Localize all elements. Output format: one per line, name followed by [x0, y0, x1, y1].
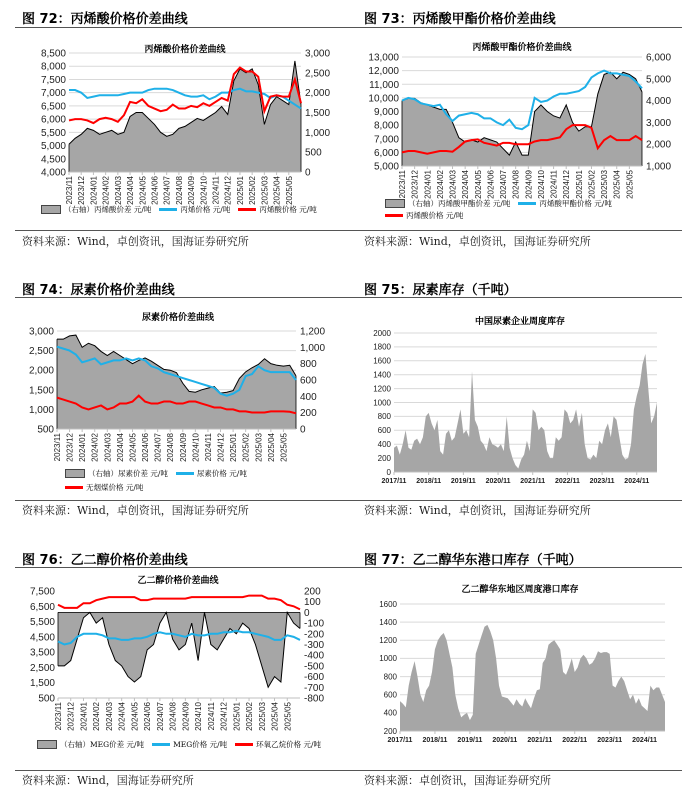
left-axis-tick-label: 6,500 — [29, 601, 55, 613]
left-axis-tick-label: 1000 — [373, 398, 391, 408]
x-axis-tick-label: 2024/07 — [155, 702, 165, 731]
legend-label: 丙烯酸价格 元/吨 — [259, 205, 317, 214]
left-axis-tick-label: 6,000 — [40, 114, 66, 126]
legend-item — [41, 204, 151, 215]
left-axis-tick-label: 1600 — [373, 356, 391, 366]
chart-75-title: 中国尿素企业周度库存 — [474, 317, 566, 327]
title-rule — [15, 297, 350, 298]
x-axis-tick-label: 2024/11 — [624, 478, 650, 485]
x-axis-tick-label: 2024/02 — [101, 176, 111, 205]
legend-line-swatch — [238, 208, 256, 211]
x-axis-tick-label: 2024/03 — [104, 702, 114, 731]
chart-76-title: 乙二醇价格价差曲线 — [137, 576, 219, 586]
x-axis-tick-label: 2024/09 — [187, 176, 197, 205]
legend-line-swatch — [385, 214, 403, 217]
chart-76-legend — [37, 739, 329, 750]
chart-74-legend-row-1 — [65, 468, 255, 479]
x-axis-tick-label: 2025/02 — [241, 433, 251, 462]
x-axis-tick-label: 2017/11 — [387, 737, 413, 744]
series-area — [400, 625, 665, 731]
x-axis-tick-label: 2024/03 — [103, 433, 113, 462]
left-axis-tick-label: 3,500 — [29, 647, 55, 659]
x-axis-tick-label: 2025/02 — [587, 170, 597, 199]
x-axis-tick-label: 2025/05 — [279, 433, 289, 462]
left-axis-tick-label: 6,000 — [373, 147, 399, 159]
chart-73-title: 丙烯酸甲酯价格价差曲线 — [472, 43, 572, 53]
figure-77-title: 图 77：乙二醇华东港口库存（千吨） — [364, 553, 582, 568]
right-axis-tick-label: -100 — [304, 618, 325, 630]
right-axis-tick-label: 2,500 — [305, 68, 331, 80]
chart-77-source: 资料来源：卓创资讯，国海证券研究所 — [364, 774, 551, 787]
left-axis-tick-label: 6,500 — [40, 101, 66, 113]
x-axis-tick-label: 2025/04 — [266, 433, 276, 462]
x-axis-tick-label: 2025/02 — [245, 702, 255, 731]
right-axis-tick-label: 3,000 — [305, 48, 331, 60]
legend-label: （右轴）丙烯酸甲酯价差 元/吨 — [408, 199, 511, 208]
left-axis-tick-label: 800 — [383, 672, 397, 682]
legend-line-swatch — [176, 472, 194, 475]
x-axis-tick-label: 2024/03 — [448, 170, 458, 199]
x-axis-tick-label: 2025/04 — [272, 176, 282, 205]
x-axis-tick-label: 2024/05 — [128, 433, 138, 462]
chart-76-source: 资料来源：Wind，国海证券研究所 — [22, 774, 194, 787]
x-axis-tick-label: 2024/11 — [203, 433, 213, 462]
x-axis-tick-label: 2024/04 — [115, 433, 125, 462]
figure-74-title: 图 74：尿素价格价差曲线 — [22, 283, 175, 298]
left-axis-tick-label: 8,000 — [40, 61, 66, 73]
left-axis-tick-label: 1,000 — [28, 404, 54, 416]
x-axis-tick-label: 2024/01 — [423, 170, 433, 199]
x-axis-tick-label: 2024/08 — [174, 176, 184, 205]
x-axis-tick-label: 2025/03 — [254, 433, 264, 462]
chart-73-legend-row-2 — [385, 210, 471, 221]
right-axis-tick-label: -600 — [304, 672, 325, 684]
right-axis-tick-label: 800 — [300, 359, 317, 371]
x-axis-tick-label: 2025/05 — [283, 702, 293, 731]
source-rule — [15, 500, 350, 501]
right-axis-tick-label: 1,200 — [300, 326, 326, 338]
x-axis-tick-label: 2024/06 — [143, 702, 153, 731]
chart-72-legend — [41, 204, 325, 215]
left-axis-tick-label: 7,000 — [373, 134, 399, 146]
right-axis-tick-label: 200 — [304, 586, 321, 598]
x-axis-tick-label: 2024/11 — [206, 702, 216, 731]
right-axis-tick-label: 600 — [300, 375, 317, 387]
x-axis-tick-label: 2024/06 — [141, 433, 151, 462]
source-rule — [350, 230, 682, 231]
left-axis-tick-label: 200 — [377, 453, 391, 463]
left-axis-tick-label: 11,000 — [369, 79, 399, 91]
right-axis-tick-label: -300 — [304, 640, 325, 651]
x-axis-tick-label: 2021/11 — [520, 478, 546, 485]
x-axis-tick-label: 2025/03 — [260, 176, 270, 205]
x-axis-tick-label: 2024/10 — [199, 176, 209, 205]
series-area — [57, 335, 296, 429]
left-axis-tick-label: 1800 — [373, 342, 391, 352]
right-axis-tick-label: 1,000 — [305, 127, 331, 139]
legend-line-swatch — [159, 208, 177, 211]
right-axis-tick-label: 1,000 — [300, 342, 326, 354]
left-axis-tick-label: 9,000 — [373, 107, 399, 118]
legend-label: （右轴）丙烯酸价差 元/吨 — [64, 205, 152, 214]
x-axis-tick-label: 2024/09 — [524, 170, 534, 199]
chart-75-source: 资料来源：Wind，卓创资讯，国海证券研究所 — [364, 504, 591, 517]
right-axis-tick-label: -400 — [304, 650, 325, 662]
x-axis-tick-label: 2023/11 — [597, 737, 623, 744]
legend-area-swatch — [65, 469, 85, 478]
x-axis-tick-label: 2019/11 — [450, 478, 476, 485]
x-axis-tick-label: 2018/11 — [416, 478, 442, 485]
legend-label: 环氧乙烷价格 元/吨 — [256, 740, 322, 749]
x-axis-tick-label: 2023/11 — [54, 702, 63, 731]
right-axis-tick-label: -200 — [304, 629, 325, 641]
right-axis-tick-label: 0 — [304, 607, 310, 619]
right-axis-tick-label: 500 — [305, 147, 322, 159]
left-axis-tick-label: 4,000 — [40, 167, 66, 179]
x-axis-tick-label: 2024/08 — [166, 433, 176, 462]
legend-item — [235, 739, 321, 750]
left-axis-tick-label: 1200 — [373, 384, 391, 394]
x-axis-tick-label: 2025/04 — [612, 170, 622, 199]
left-axis-tick-label: 5,000 — [40, 141, 66, 153]
x-axis-tick-label: 2024/02 — [435, 170, 445, 199]
left-axis-tick-label: 500 — [37, 424, 54, 436]
figure-72-title: 图 72：丙烯酸价格价差曲线 — [22, 12, 188, 27]
x-axis-tick-label: 2019/11 — [457, 737, 483, 744]
x-axis-tick-label: 2024/05 — [138, 176, 148, 205]
left-axis-tick-label: 200 — [383, 726, 397, 736]
left-axis-tick-label: 13,000 — [368, 52, 399, 64]
x-axis-tick-label: 2024/05 — [130, 702, 140, 731]
right-axis-tick-label: 4,000 — [646, 96, 672, 108]
x-axis-tick-label: 2017/11 — [381, 478, 407, 485]
left-axis-tick-label: 5,500 — [29, 617, 55, 629]
legend-item — [37, 739, 144, 750]
x-axis-tick-label: 2025/04 — [270, 702, 280, 731]
right-axis-tick-label: 200 — [300, 408, 317, 420]
right-axis-tick-label: 6,000 — [646, 52, 672, 64]
chart-74-legend-row-2 — [65, 482, 151, 493]
x-axis-tick-label: 2024/11 — [549, 170, 559, 199]
right-axis-tick-label: 1,500 — [305, 108, 331, 119]
left-axis-tick-label: 4,500 — [29, 632, 55, 644]
legend-label: （右轴）MEG价差 元/吨 — [60, 740, 145, 749]
legend-label: 无烟煤价格 元/吨 — [86, 483, 144, 492]
legend-label: 尿素价格 元/吨 — [196, 469, 247, 478]
x-axis-tick-label: 2025/01 — [235, 176, 245, 205]
x-axis-tick-label: 2024/10 — [194, 702, 204, 731]
x-axis-tick-label: 2025/01 — [232, 702, 242, 731]
x-axis-tick-label: 2025/01 — [574, 170, 584, 199]
x-axis-tick-label: 2024/12 — [223, 176, 233, 205]
source-rule — [15, 230, 350, 231]
legend-item — [385, 198, 510, 209]
title-rule — [350, 27, 682, 28]
right-axis-tick-label: -700 — [304, 682, 325, 694]
source-rule — [15, 770, 350, 771]
chart-77-title: 乙二醇华东地区周度港口库存 — [461, 585, 579, 595]
x-axis-tick-label: 2024/02 — [92, 702, 102, 731]
figure-75-title: 图 75：尿素库存（千吨） — [364, 283, 517, 298]
series-line — [58, 596, 300, 610]
left-axis-tick-label: 1200 — [379, 636, 397, 646]
legend-line-swatch — [518, 202, 536, 205]
chart-72-source: 资料来源：Wind，卓创资讯，国海证券研究所 — [22, 235, 249, 248]
figure-73-title: 图 73：丙烯酸甲酯价格价差曲线 — [364, 12, 556, 27]
legend-area-swatch — [37, 740, 57, 749]
left-axis-tick-label: 0 — [386, 467, 391, 477]
x-axis-tick-label: 2024/09 — [178, 433, 188, 462]
chart-73-legend-row-1 — [385, 198, 620, 209]
series-area — [394, 354, 657, 472]
x-axis-tick-label: 2024/11 — [211, 176, 221, 205]
x-axis-tick-label: 2025/02 — [248, 176, 258, 205]
series-area — [69, 61, 301, 172]
left-axis-tick-label: 7,000 — [40, 88, 66, 100]
x-axis-tick-label: 2023/12 — [66, 702, 76, 731]
right-axis-tick-label: 3,000 — [646, 117, 672, 129]
x-axis-tick-label: 2024/11 — [632, 737, 658, 744]
left-axis-tick-label: 2000 — [373, 328, 391, 338]
left-axis-tick-label: 5,500 — [40, 127, 66, 139]
legend-item — [65, 468, 168, 479]
x-axis-tick-label: 2018/11 — [422, 737, 448, 744]
left-axis-tick-label: 2,000 — [28, 365, 54, 377]
title-rule — [350, 567, 682, 568]
left-axis-tick-label: 1,500 — [28, 385, 54, 397]
left-axis-tick-label: 8,000 — [373, 120, 399, 132]
x-axis-tick-label: 2023/11 — [65, 176, 74, 205]
x-axis-tick-label: 2023/11 — [589, 478, 615, 485]
source-rule — [350, 500, 682, 501]
x-axis-tick-label: 2024/10 — [536, 170, 546, 199]
x-axis-tick-label: 2024/09 — [181, 702, 191, 731]
right-axis-tick-label: 5,000 — [646, 74, 672, 86]
chart-73-source: 资料来源：Wind，卓创资讯，国海证券研究所 — [364, 235, 591, 248]
x-axis-tick-label: 2023/11 — [398, 170, 407, 199]
left-axis-tick-label: 500 — [38, 693, 55, 705]
x-axis-tick-label: 2024/07 — [499, 169, 509, 199]
x-axis-tick-label: 2023/12 — [65, 433, 75, 462]
left-axis-tick-label: 1400 — [379, 617, 397, 627]
legend-label: 丙烯酸价格 元/吨 — [406, 211, 464, 220]
legend-label: 丙烯酸甲酯价格 元/吨 — [539, 199, 612, 208]
x-axis-tick-label: 2024/01 — [79, 702, 89, 731]
right-axis-tick-label: 2,000 — [305, 88, 331, 100]
legend-item — [176, 468, 247, 479]
x-axis-tick-label: 2023/12 — [77, 176, 87, 205]
left-axis-tick-label: 400 — [377, 440, 391, 449]
legend-label: （右轴）尿素价差 元/吨 — [88, 469, 168, 478]
x-axis-tick-label: 2024/02 — [90, 433, 100, 462]
x-axis-tick-label: 2024/05 — [473, 170, 483, 199]
left-axis-tick-label: 2,500 — [29, 662, 55, 674]
right-axis-tick-label: 1,000 — [646, 161, 672, 173]
x-axis-tick-label: 2023/11 — [53, 433, 62, 462]
left-axis-tick-label: 10,000 — [368, 93, 399, 105]
x-axis-tick-label: 2024/04 — [126, 176, 136, 205]
chart-74-title: 尿素价格价差曲线 — [141, 313, 215, 323]
x-axis-tick-label: 2024/12 — [219, 702, 229, 731]
left-axis-tick-label: 4,500 — [40, 154, 66, 166]
legend-item — [385, 210, 463, 221]
x-axis-tick-label: 2025/01 — [229, 433, 239, 462]
source-rule — [350, 770, 682, 771]
x-axis-tick-label: 2023/12 — [410, 170, 420, 199]
left-axis-tick-label: 600 — [383, 690, 397, 700]
x-axis-tick-label: 2025/03 — [600, 170, 610, 199]
legend-item — [518, 198, 611, 209]
x-axis-tick-label: 2024/07 — [153, 433, 163, 462]
x-axis-tick-label: 2025/05 — [284, 176, 294, 205]
right-axis-tick-label: 0 — [305, 167, 311, 179]
x-axis-tick-label: 2024/12 — [562, 170, 572, 199]
legend-line-swatch — [152, 743, 170, 746]
legend-line-swatch — [65, 486, 83, 489]
left-axis-tick-label: 7,500 — [40, 74, 66, 86]
x-axis-tick-label: 2025/05 — [625, 170, 635, 199]
left-axis-tick-label: 1,500 — [29, 678, 55, 690]
title-rule — [350, 297, 682, 298]
left-axis-tick-label: 12,000 — [368, 66, 399, 78]
chart-72-title: 丙烯酸价格价差曲线 — [144, 45, 226, 55]
x-axis-tick-label: 2024/12 — [216, 433, 226, 462]
left-axis-tick-label: 400 — [383, 708, 397, 718]
legend-item — [159, 204, 230, 215]
right-axis-tick-label: -500 — [304, 661, 325, 673]
chart-74-source: 资料来源：Wind，卓创资讯，国海证券研究所 — [22, 504, 249, 517]
x-axis-tick-label: 2024/06 — [486, 169, 496, 199]
legend-label: MEG价格 元/吨 — [173, 740, 228, 749]
left-axis-tick-label: 7,500 — [29, 586, 55, 598]
legend-line-swatch — [235, 743, 253, 746]
figure-76-title: 图 76：乙二醇价格价差曲线 — [22, 553, 188, 568]
left-axis-tick-label: 1600 — [379, 599, 397, 609]
x-axis-tick-label: 2024/08 — [168, 702, 178, 731]
right-axis-tick-label: 400 — [300, 391, 317, 403]
left-axis-tick-label: 1000 — [379, 654, 397, 664]
x-axis-tick-label: 2024/04 — [117, 702, 127, 731]
left-axis-tick-label: 3,000 — [28, 326, 54, 338]
left-axis-tick-label: 2,500 — [28, 346, 54, 358]
x-axis-tick-label: 2024/04 — [461, 170, 471, 199]
left-axis-tick-label: 800 — [377, 412, 391, 422]
legend-area-swatch — [385, 199, 405, 208]
left-axis-tick-label: 5,000 — [373, 161, 399, 173]
x-axis-tick-label: 2024/08 — [511, 170, 521, 199]
right-axis-tick-label: 0 — [300, 424, 306, 436]
legend-label: 丙烯价格 元/吨 — [180, 205, 231, 214]
x-axis-tick-label: 2024/07 — [162, 176, 172, 205]
title-rule — [15, 27, 350, 28]
title-rule — [15, 567, 350, 568]
right-axis-tick-label: 100 — [304, 597, 321, 609]
x-axis-tick-label: 2024/06 — [150, 176, 160, 205]
left-axis-tick-label: 8,500 — [40, 48, 66, 60]
right-axis-tick-label: 2,000 — [646, 139, 672, 151]
x-axis-tick-label: 2025/03 — [257, 702, 267, 731]
x-axis-tick-label: 2020/11 — [492, 737, 518, 744]
legend-item — [152, 739, 227, 750]
x-axis-tick-label: 2024/10 — [191, 433, 201, 462]
x-axis-tick-label: 2022/11 — [562, 737, 588, 744]
x-axis-tick-label: 2024/03 — [113, 176, 123, 205]
left-axis-tick-label: 1400 — [373, 370, 391, 380]
x-axis-tick-label: 2020/11 — [485, 478, 511, 485]
x-axis-tick-label: 2024/01 — [78, 433, 88, 462]
right-axis-tick-label: -800 — [304, 693, 325, 705]
x-axis-tick-label: 2022/11 — [554, 478, 580, 485]
left-axis-tick-label: 600 — [377, 426, 391, 436]
legend-area-swatch — [41, 205, 61, 214]
legend-item — [238, 204, 316, 215]
x-axis-tick-label: 2024/01 — [89, 176, 99, 205]
legend-item — [65, 482, 143, 493]
x-axis-tick-label: 2021/11 — [527, 737, 553, 744]
